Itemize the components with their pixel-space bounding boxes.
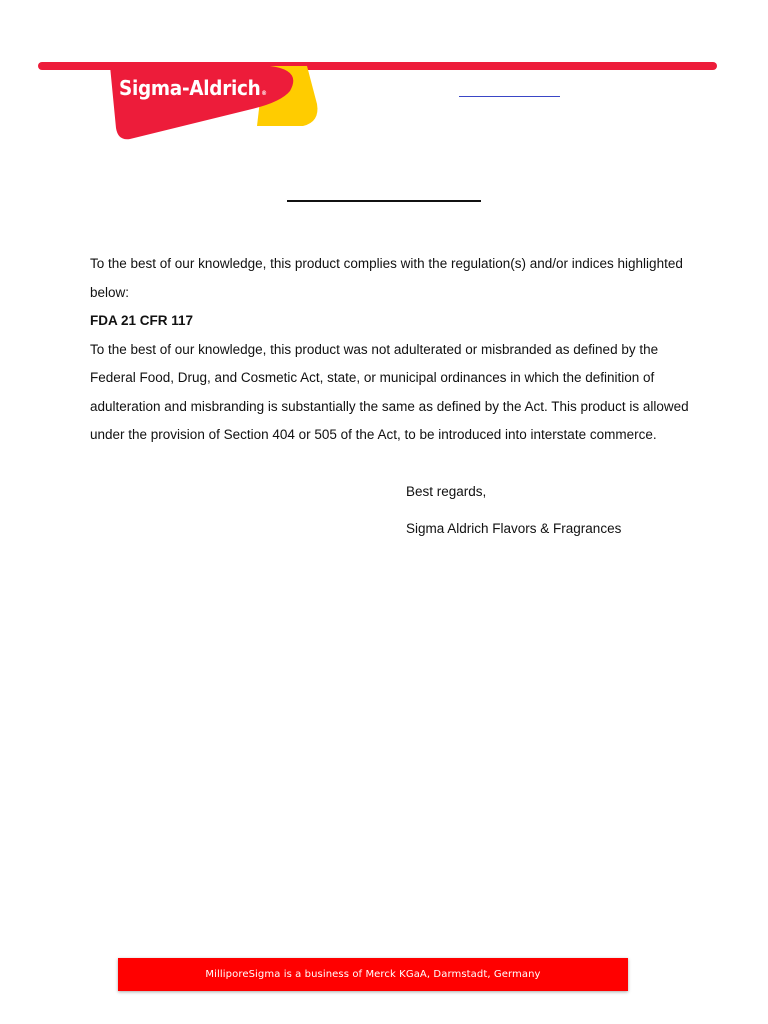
sigma-aldrich-logo	[106, 62, 328, 142]
logo-wordmark	[119, 76, 267, 100]
closing-text: Best regards,	[406, 484, 487, 499]
compliance-statement: To the best of our knowledge, this product was not adulterated or misbranded as defined by the Federal Food, Drug, and Cosmetic Act, state, or municipal ordinances in which the definition of adulteration and misbranding is substantially the same as defined by the Act. This product is allowed under the provision of Section 404 or 505 of the Act, to be introduced into interstate commerce.	[90, 341, 689, 442]
footer-banner	[118, 958, 628, 991]
signatory-name: Sigma Aldrich Flavors & Fragrances	[406, 521, 622, 536]
title-underline	[287, 200, 481, 202]
header-link-underline[interactable]	[459, 96, 560, 97]
letter-body	[90, 250, 690, 450]
brand-name: Sigma-Aldrich	[119, 76, 261, 100]
registered-mark: ®	[261, 90, 267, 97]
intro-paragraph: To the best of our knowledge, this product complies with the regulation(s) and/or indices highlighted below:	[90, 256, 683, 300]
footer-text: MilliporeSigma is a business of Merck KGaA, Darmstadt, Germany	[205, 969, 541, 980]
signature-block	[406, 478, 706, 543]
logo-shape-icon	[106, 62, 328, 142]
regulation-label: FDA 21 CFR 117	[90, 313, 194, 328]
